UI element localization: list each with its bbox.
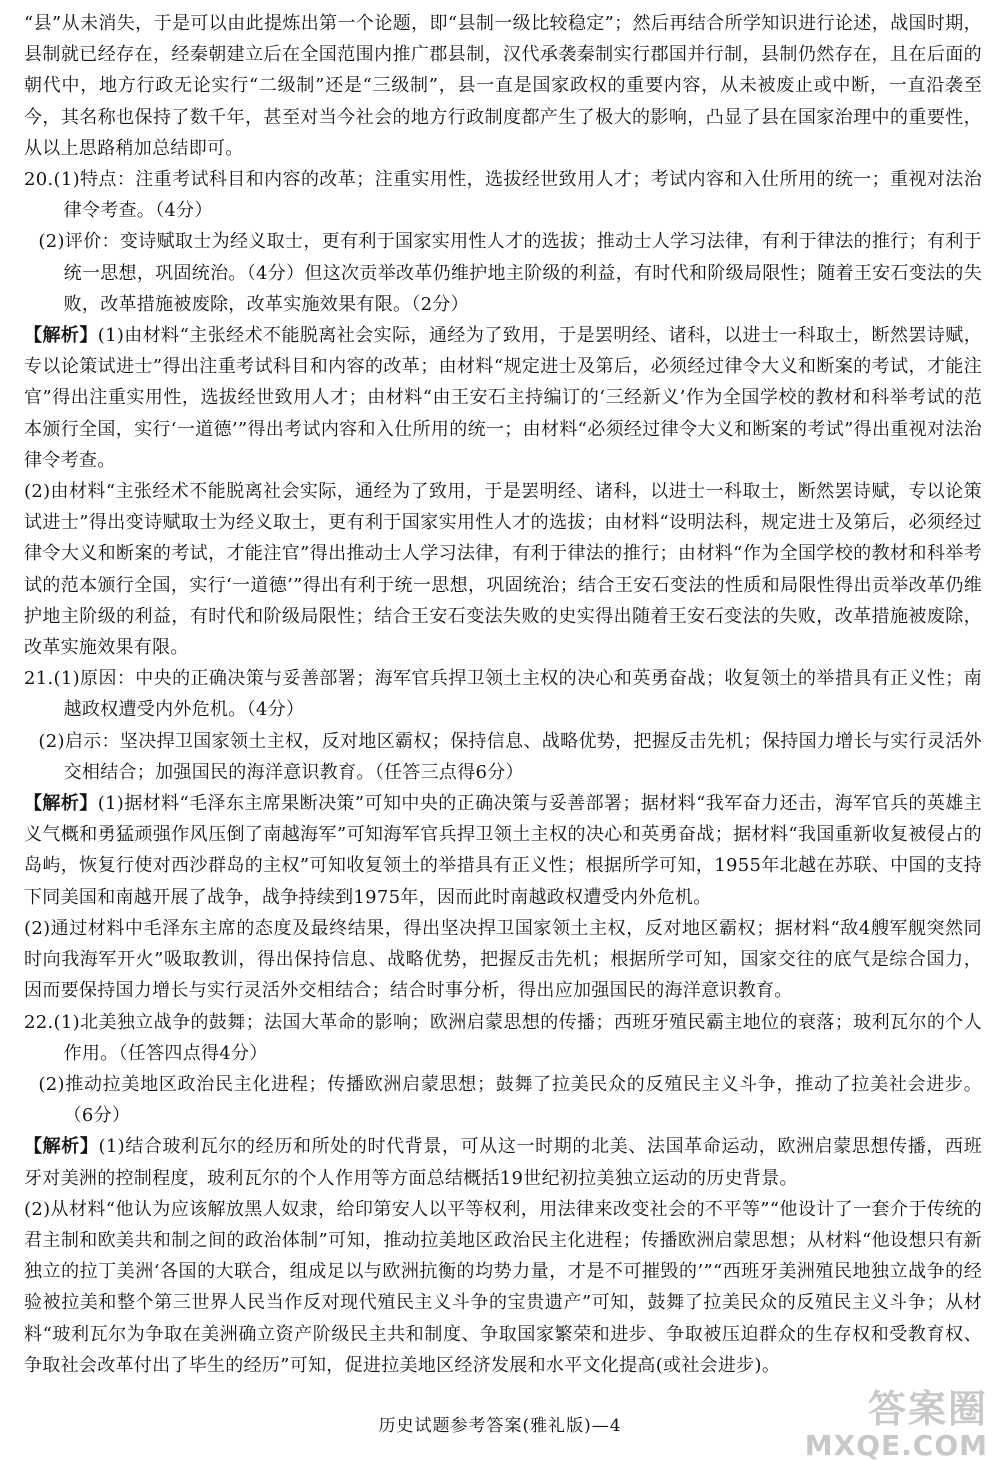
analysis-tag: 【解析】 <box>24 325 98 347</box>
analysis-22-part1 <box>24 1131 982 1193</box>
answer-22-part1: 22.(1)北美独立战争的鼓舞；法国大革命的影响；欧洲启蒙思想的传播；西班牙殖民霸主地位的衰落；玻利瓦尔的个人作用。（任答四点得4分） <box>24 1011 982 1064</box>
analysis-21-part1 <box>24 788 982 913</box>
analysis-21-part1-text: (1)据材料“毛泽东主席果断决策”可知中央的正确决策与妥善部署；据材料“我军奋力还击，海军官兵的英雄主义气概和勇猛顽强作风压倒了南越海军”可知海军官兵捍卫领土主权的决心和英勇奋战；据材料“我国重新收复被侵占的岛屿，恢复行使对西沙群岛的主权”可知收复领土的举措具有正义性；根据所学可知，1955年北越在苏联、中国的支持下同美国和南越开展了战争，战争持续到1975年，因而此时南越政权遭受内外危机。 <box>24 793 983 908</box>
answer-20-part2: (2)评价：变诗赋取士为经义取士，更有利于国家实用性人才的选拔；推动士人学习法律，有利于律法的推行；有利于统一思想，巩固统治。（4分）但这次贡举改革仍维护地主阶级的利益，有时代和阶级局限性；随着王安石变法的失败，改革措施被废除，改革实施效果有限。（2分） <box>38 231 982 315</box>
site-watermark <box>805 1378 988 1462</box>
analysis-tag: 【解析】 <box>24 793 98 815</box>
analysis-20-part1 <box>24 320 982 476</box>
analysis-22-part1-text: (1)结合玻利瓦尔的经历和所处的时代背景，可从这一时期的北美、法国革命运动，欧洲启蒙思想传播，西班牙对美洲的控制程度，玻利瓦尔的个人作用等方面总结概括19世纪初拉美独立运动的历史背景。 <box>24 1136 982 1189</box>
watermark-url: MXQE.COM <box>804 1429 988 1462</box>
page-footer: 历史试题参考答案(雅礼版)—4 <box>378 1416 622 1436</box>
analysis-21-part2: (2)通过材料中毛泽东主席的态度及最终结果，得出坚决捍卫国家领土主权，反对地区霸权；据材料“敌4艘军舰突然同时向我海军开火”吸取教训，得出保持信息、战略优势，把握反击先机；根据所学可知，国家交往的底气是综合国力，因而要保持国力增长与实行灵活外交相结合；结合时事分析，得出应加强国民的海洋意识教育。 <box>24 917 982 1002</box>
answer-21-part1: 21.(1)原因：中央的正确决策与妥善部署；海军官兵捍卫领土主权的决心和英勇奋战；收复领土的举措具有正义性；南越政权遭受内外危机。（4分） <box>24 668 982 721</box>
analysis-20-part2: (2)由材料“主张经术不能脱离社会实际，通经为了致用，于是罢明经、诸科，以进士一科取士，断然罢诗赋，专以论策试进士”得出变诗赋取士为经义取士，更有利于国家实用性人才的选拔；由材料“设明法科，规定进士及第后，必须经过律令大义和断案的考试，才能注官”得出推动士人学习法律，有利于律法的推行；由材料“作为全国学校的教材和科举考试的范本颁行全国，实行‘一道德’”得出有利于统一思想，巩固统治；结合王安石变法的性质和局限性得出贡举改革仍维护地主阶级的利益，有时代和阶级局限性；结合王安石变法失败的史实得出随着王安石变法的失败，改革措施被废除，改革实施效果有限。 <box>24 481 982 659</box>
analysis-22-part2: (2)从材料“他认为应该解放黑人奴隶，给印第安人以平等权利，用法律来改变社会的不平等”“他设计了一套介于传统的君主制和欧美共和制之间的政治体制”可知，推动拉美地区政治民主化进程；传播欧洲启蒙思想；从材料“他设想只有新独立的拉丁美洲‘各国的大联合，组成足以与欧洲抗衡的均势力量，才是不可摧毁的’”“西班牙美洲殖民地独立战争的经验被拉美和整个第三世界人民当作反对现代殖民主义斗争的宝贵遗产”可知，鼓舞了拉美民众的反殖民主义斗争；从材料“玻利瓦尔为争取在美洲确立资产阶级民主共和制度、争取国家繁荣和进步、争取被压迫群众的生存权和受教育权、争取社会改革付出了毕生的经历”可知，促进拉美地区经济发展和水平文化提高(或社会进步)。 <box>24 1198 982 1376</box>
answer-21-part2: (2)启示：坚决捍卫国家领土主权，反对地区霸权；保持信息、战略优势，把握反击先机；保持国力增长与实行灵活外交相结合；加强国民的海洋意识教育。（任答三点得6分） <box>38 730 982 783</box>
analysis-20-part1-text: (1)由材料“主张经术不能脱离社会实际，通经为了致用，于是罢明经、诸科，以进士一科取士，断然罢诗赋，专以论策试进士”得出注重考试科目和内容的改革；由材料“规定进士及第后，必须经过律令大义和断案的考试，才能注官”得出注重实用性，选拔经世致用人才；由材料“由王安石主持编订的‘三经新义’作为全国学校的教材和科举考试的范本颁行全国，实行‘一道德’”得出考试内容和入仕所用的统一；由材料“必须经过律令大义和断案的考试”得出重视对法治律令考查。 <box>24 325 982 471</box>
watermark-logo-text: 答案圈 <box>867 1387 988 1431</box>
analysis-tag: 【解析】 <box>24 1136 99 1158</box>
answer-22-part2: (2)推动拉美地区政治民主化进程；传播欧洲启蒙思想；鼓舞了拉美民众的反殖民主义斗争，推动了拉美社会进步。（6分） <box>38 1073 982 1127</box>
answer-19-conclusion: “县”从未消失，于是可以由此提炼出第一个论题，即“县制一级比较稳定”；然后再结合所学知识进行论述，战国时期，县制就已经存在，经秦朝建立后在全国范围内推广郡县制，汉代承袭秦制实行郡国并行制，县制仍然存在，且在后面的朝代中，地方行政无论实行“二级制”还是“三级制”，县一直是国家政权的重要内容，从未被废止或中断，一直沿袭至今，其名称也保持了数千年，甚至对当今社会的地方行政制度都产生了极大的影响，凸显了县在国家治理中的重要性，从以上思路稍加总结即可。 <box>24 13 982 159</box>
answer-20-part1: 20.(1)特点：注重考试科目和内容的改革；注重实用性，选拔经世致用人才；考试内容和入仕所用的统一；重视对法治律令考查。（4分） <box>24 169 982 222</box>
document-body <box>24 8 982 1381</box>
